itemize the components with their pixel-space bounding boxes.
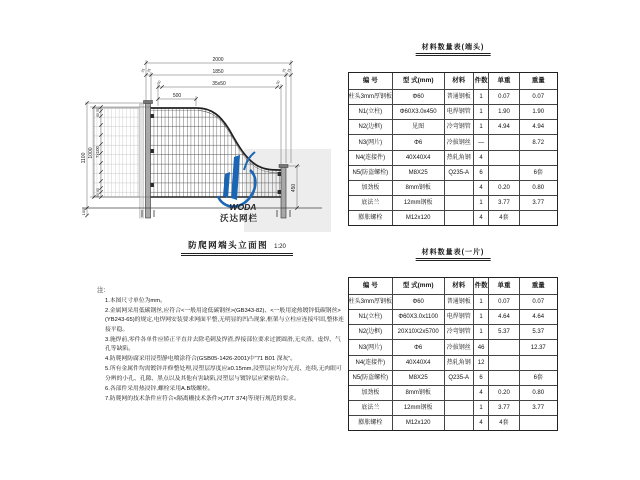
notes-label: 注: (97, 287, 106, 294)
table-header-cell: 单重 (489, 278, 519, 294)
table-cell: 冷弯钢管 (445, 325, 474, 339)
table-header-row (349, 278, 557, 295)
table-cell (520, 356, 557, 370)
table-cell: 底法兰 (349, 401, 393, 415)
table-header-row (349, 73, 557, 90)
table-cell: 加劲板 (349, 181, 393, 195)
table-cell: 6套 (533, 374, 543, 381)
table-cell: 4套 (489, 211, 519, 225)
table-cell: 4.64 (489, 310, 519, 324)
table-cell: 电焊钢管 (445, 310, 474, 324)
table-cell: 5.37 (489, 325, 519, 339)
table-cell: 柱头3mm厚钢板 (349, 295, 393, 309)
table-header-cell: 重量 (531, 281, 545, 289)
table-header-cell: 型 式(mm) (393, 73, 445, 89)
table-cell: 0.80 (532, 389, 545, 396)
table-cell: 1 (474, 196, 490, 210)
drawing-title: 防爬网端头立面图 (188, 240, 269, 250)
table-cell: 0.07 (489, 295, 519, 309)
table-cell: Q235-A (445, 371, 474, 385)
table-cell: Φ6 (393, 340, 445, 354)
dim-small: 25 (281, 67, 287, 74)
table-row (349, 401, 557, 416)
notes-block (97, 286, 345, 405)
dim-left-mesh: 1000 (88, 147, 94, 159)
table-cell: 0.07 (532, 299, 545, 306)
table-cell: 热轧角钢 (445, 356, 474, 370)
table-header-cell: 编 号 (349, 73, 393, 89)
table-header-cell: 单重 (489, 73, 519, 89)
dim-below-ground: 100 (81, 208, 86, 216)
table-cell: 3.77 (532, 404, 545, 411)
table-cell: 1.90 (489, 105, 519, 119)
table-cell (489, 356, 519, 370)
note-item: 1.本图尺寸单位为mm。 (105, 297, 166, 304)
table-cell: 12.37 (530, 344, 546, 351)
table-cell: N4(连接件) (349, 356, 393, 370)
table-cell (520, 151, 557, 165)
table-cell: 3.77 (489, 196, 519, 210)
dim-small: 50 (156, 79, 162, 86)
table-cell (445, 181, 474, 195)
table-row (349, 166, 557, 181)
table-row (349, 325, 557, 340)
table-cell: 4 (474, 181, 490, 195)
table-cell: 1 (474, 310, 490, 324)
drawing-scale: 1:20 (274, 244, 286, 250)
table-cell (520, 416, 557, 430)
table-cell: 底法兰 (349, 196, 393, 210)
table-cell: M12x120 (393, 416, 445, 430)
table-cell: 普通钢板 (445, 90, 474, 104)
table-cell (489, 166, 519, 180)
table-row (349, 295, 557, 310)
table-cell: 4.94 (489, 120, 519, 134)
table-row (349, 340, 557, 355)
note-item: 2.金属网采用低碳钢丝,应符合<一般用途低碳钢丝>(GB343-82)、<一般用途热镀锌低碳钢丝>(YB243-65)的规定,电焊网安装要求网面平整,无明显的凹凸现象,框架与立柱应连接牢固,整体连接平稳。 (105, 307, 344, 333)
table-cell: 20X10X2x5700 (393, 325, 445, 339)
table-cell: 3.77 (489, 401, 519, 415)
dim-small: 60 (96, 188, 100, 192)
table-cell: 1 (474, 295, 490, 309)
dim-small: 50 (275, 79, 281, 86)
table-cell: N1(立柱) (349, 105, 393, 119)
logo-company: 沃达网栏 (219, 213, 259, 223)
table-row (349, 211, 557, 225)
table-cell (489, 135, 519, 149)
table-cell: 1 (474, 401, 490, 415)
table-cell: 8mm钢板 (393, 386, 445, 400)
table-cell: N3(网片) (349, 135, 393, 149)
table-cell: 8mm钢板 (393, 181, 445, 195)
table-row (349, 90, 557, 105)
material-table-panel (348, 277, 558, 431)
table-header-cell: 材料 (445, 73, 474, 89)
table-cell: 12mm钢板 (393, 196, 445, 210)
table-cell: 热轧角钢 (445, 151, 474, 165)
table-title-end: 材料数量表(端头) (416, 42, 491, 56)
table-cell: N1(立柱) (349, 310, 393, 324)
table-cell: — (474, 135, 490, 149)
table-header-cell: 编 号 (349, 278, 393, 294)
table-cell: 40X40X4 (393, 356, 445, 370)
table-cell: 1.90 (532, 109, 545, 116)
dim-small: 60 (96, 113, 100, 117)
table-cell: 4.94 (532, 124, 545, 131)
material-table-end (348, 72, 558, 226)
dim-left-total: 1100 (81, 152, 87, 164)
table-cell: N2(边框) (349, 120, 393, 134)
table-cell: Φ60X3.0x1100 (393, 310, 445, 324)
table-cell: 4 (474, 416, 490, 430)
table-cell: N5(防盗螺栓) (349, 166, 393, 180)
note-item: 7.防爬网的技术条件应符合<隔离栅技术条件>(JT/T 374)等现行规范的要求。 (105, 395, 300, 402)
table-cell: M8X25 (393, 166, 445, 180)
table-row (349, 151, 557, 166)
table-title-panel: 材料数量表(一片) (416, 247, 491, 261)
notes-list (97, 297, 345, 405)
table-cell (489, 151, 519, 165)
table-cell: Q235-A (445, 166, 474, 180)
table-cell: N5(防盗螺栓) (349, 371, 393, 385)
table-cell: 3.77 (532, 199, 545, 206)
table-cell: 1 (474, 90, 490, 104)
table-row (349, 181, 557, 196)
table-cell: 1 (474, 325, 490, 339)
table-cell: 4.64 (532, 314, 545, 321)
table-cell: Φ6 (393, 135, 445, 149)
table-cell (445, 211, 474, 225)
table-cell: 6 (474, 371, 490, 385)
table-cell (489, 371, 519, 385)
table-cell: 电焊钢管 (445, 105, 474, 119)
table-header-cell: 件数 (474, 278, 490, 294)
table-row (349, 310, 557, 325)
dim-small: 50 (96, 108, 100, 112)
table-cell: 12 (474, 356, 490, 370)
table-cell: 4 (474, 211, 490, 225)
table-row (349, 120, 557, 135)
table-cell: 6 (474, 166, 490, 180)
table-cell: Φ60X3.0x450 (393, 105, 445, 119)
table-cell: 0.20 (489, 181, 519, 195)
table-cell: N3(网片) (349, 340, 393, 354)
table-cell: 1 (474, 105, 490, 119)
table-cell: 柱头3mm厚钢板 (349, 90, 393, 104)
table-row (349, 386, 557, 401)
note-item: 3.施焊前,零件各单件应矫正平直并去除毛刺及焊渣,焊接部位要求过渡圆滑,无夹渣、虚焊、气孔等缺陷。 (105, 336, 341, 352)
dim-small: 50 (96, 193, 100, 197)
table-cell: 12mm钢板 (393, 401, 445, 415)
table-header-cell: 型 式(mm) (393, 278, 445, 294)
dim-small: 25 (140, 67, 146, 74)
dim-small: 25 (286, 67, 292, 74)
table-row (349, 135, 557, 150)
table-cell: 4 (474, 151, 490, 165)
table-cell (445, 386, 474, 400)
dim-top-spacing: 35x50 (212, 81, 226, 87)
table-cell (445, 416, 474, 430)
table-cell: N2(边框) (349, 325, 393, 339)
table-cell: 8.72 (532, 139, 545, 146)
table-cell: 46 (474, 340, 490, 354)
table-cell: Φ60 (393, 295, 445, 309)
dim-small: 25 (146, 67, 152, 74)
dim-top-total: 2000 (212, 57, 224, 63)
post-cap (279, 165, 288, 168)
table-cell: 冷拔钢丝 (445, 340, 474, 354)
table-cell (489, 340, 519, 354)
table-cell: 0.07 (532, 94, 545, 101)
table-cell: 5.37 (532, 329, 545, 336)
table-row (349, 196, 557, 211)
table-cell: 冷拔钢丝 (445, 135, 474, 149)
dim-right-post: 450 (291, 183, 297, 193)
table-cell: 6套 (533, 169, 543, 176)
table-cell: M12x120 (393, 211, 445, 225)
table-cell: 40X40X4 (393, 151, 445, 165)
table-cell: N4(连接件) (349, 151, 393, 165)
table-header-cell: 重量 (531, 76, 545, 84)
note-item: 6.各部件采用热浸锌,螺栓采用A.B级螺栓。 (105, 385, 214, 392)
adjacent-panel-ghost (93, 104, 144, 218)
note-item: 4.防爬网防腐采用浸塑静电喷涂符合(GSB05-1426-2001)中“71 B01 深灰”。 (105, 356, 297, 362)
table-row (349, 356, 557, 371)
table-cell: 0.07 (489, 90, 519, 104)
table-cell: 膨胀螺栓 (349, 416, 393, 430)
table-cell: 0.20 (489, 386, 519, 400)
table-header-cell: 件数 (474, 73, 490, 89)
dim-top-inner: 1850 (212, 69, 224, 75)
logo-text: WODA (229, 202, 257, 212)
table-cell: 普通钢板 (445, 295, 474, 309)
table-cell: 冷弯钢管 (445, 120, 474, 134)
table-row (349, 371, 557, 386)
note-item: 5.所有金属件均需镀锌并修整处理,浸塑层厚度应≥0.15mm,浸塑层应均匀光亮、连续,无肉眼可分辨的小孔、孔隙、黑点以及其他有害缺陷,浸塑层与镀锌层应紧密结合。 (105, 366, 342, 382)
table-cell: 加劲板 (349, 386, 393, 400)
dim-left-spacing: 7x100 (95, 146, 100, 158)
table-cell: Φ60 (393, 90, 445, 104)
table-header-cell: 材料 (445, 278, 474, 294)
table-cell: 膨胀螺栓 (349, 211, 393, 225)
table-cell (445, 196, 474, 210)
table-cell: 1 (474, 120, 490, 134)
table-cell (445, 401, 474, 415)
table-row (349, 416, 557, 430)
table-cell: 4 (474, 386, 490, 400)
table-cell (520, 211, 557, 225)
table-cell: 见图 (393, 120, 445, 134)
table-row (349, 105, 557, 120)
dim-left-panel: 500 (172, 93, 182, 99)
table-cell: 4套 (489, 416, 519, 430)
table-cell: 0.80 (532, 184, 545, 191)
drawing-title-block (181, 239, 293, 256)
table-cell: M8X25 (393, 371, 445, 385)
